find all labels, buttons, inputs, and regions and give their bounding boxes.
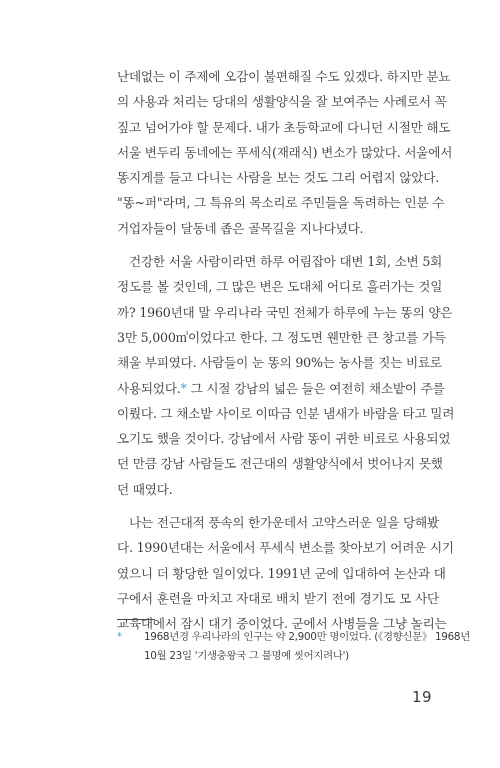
- text-line: 까? 1960년대 말 우리나라 국민 전체가 하루에 누는 똥의 양은: [117, 304, 453, 320]
- footnote-divider: [117, 619, 155, 620]
- text-line: 다. 1990년대는 서울에서 푸세식 변소를 찾아보기 어려운 시기: [117, 540, 454, 556]
- text-line: 의 사용과 처리는 당대의 생활양식을 잘 보여주는 사례로서 꼭: [117, 94, 447, 110]
- text-fragment: 그 시절 강남의 넓은 들은 여전히 채소밭이 주를: [190, 380, 445, 396]
- text-line: 채울 부피였다. 사람들이 눈 똥의 90%는 농사를 짓는 비료로: [117, 355, 442, 371]
- text-line: 짚고 넘어가야 할 문제다. 내가 초등학교에 다니던 시절만 해도: [117, 119, 451, 135]
- paragraph-gap: [117, 241, 439, 249]
- text-line: 이뤘다. 그 채소밭 사이로 이따금 인분 냄새가 바람을 타고 밀려: [117, 405, 455, 421]
- text-line: "똥~퍼"라며, 그 특유의 목소리로 주민들을 독려하는 인분 수: [117, 195, 445, 211]
- footnote-line: 10월 23일 '기생충왕국 그 불명예 씻어지려나'): [144, 650, 349, 662]
- footnote-text: [117, 628, 470, 666]
- text-line: 오기도 했을 것이다. 강남에서 사람 똥이 귀한 비료로 사용되었: [117, 431, 451, 447]
- text-line: 구에서 훈련을 마치고 자대로 배치 받기 전에 경기도 모 사단: [117, 590, 439, 606]
- text-line: 정도를 볼 것인데, 그 많은 변은 도대체 어디로 흘러가는 것일: [117, 279, 443, 295]
- main-text: [117, 64, 455, 637]
- text-line: 던 때였다.: [117, 481, 173, 497]
- text-line: 거업자들이 달동네 좁은 골목길을 지나다녔다.: [117, 220, 364, 236]
- text-line: 였으니 더 황당한 일이었다. 1991년 군에 입대하여 논산과 대: [117, 565, 446, 581]
- text-line: 건강한 서울 사람이라면 하루 어림잡아 대변 1회, 소변 5회: [129, 254, 443, 270]
- footnote-marker: *: [117, 631, 123, 643]
- page-number: 19: [412, 688, 433, 706]
- text-line: 서울 변두리 동네에는 푸세식(재래식) 변소가 많았다. 서울에서: [117, 144, 453, 160]
- text-line: 교육대에서 잠시 대기 중이었다. 군에서 사병들을 그냥 놀리는: [117, 616, 447, 632]
- text-line: 던 만큼 강남 사람들도 전근대의 생활양식에서 벗어나지 못했: [117, 456, 443, 472]
- text-fragment: 사용되었다.: [117, 380, 181, 396]
- footnote-line: 1968년경 우리나라의 인구는 약 2,900만 명이었다. (《경향신문》 1968년: [144, 631, 470, 643]
- text-line: 나는 전근대적 풍속의 한가운데서 고약스러운 일을 당해봤: [129, 515, 439, 531]
- text-line: 똥지게를 들고 다니는 사람을 보는 것도 그리 어렵지 않았다.: [117, 170, 439, 186]
- text-line-with-note: [117, 376, 445, 401]
- text-line: 난데없는 이 주제에 오감이 불편해질 수도 있겠다. 하지만 분뇨: [117, 69, 451, 84]
- footnote-marker[interactable]: *: [180, 380, 187, 396]
- footnote: [117, 628, 470, 666]
- paragraph-gap: [117, 502, 439, 510]
- text-line: 3만 5,000㎥이었다고 한다. 그 정도면 웬만한 큰 창고를 가득: [117, 329, 446, 345]
